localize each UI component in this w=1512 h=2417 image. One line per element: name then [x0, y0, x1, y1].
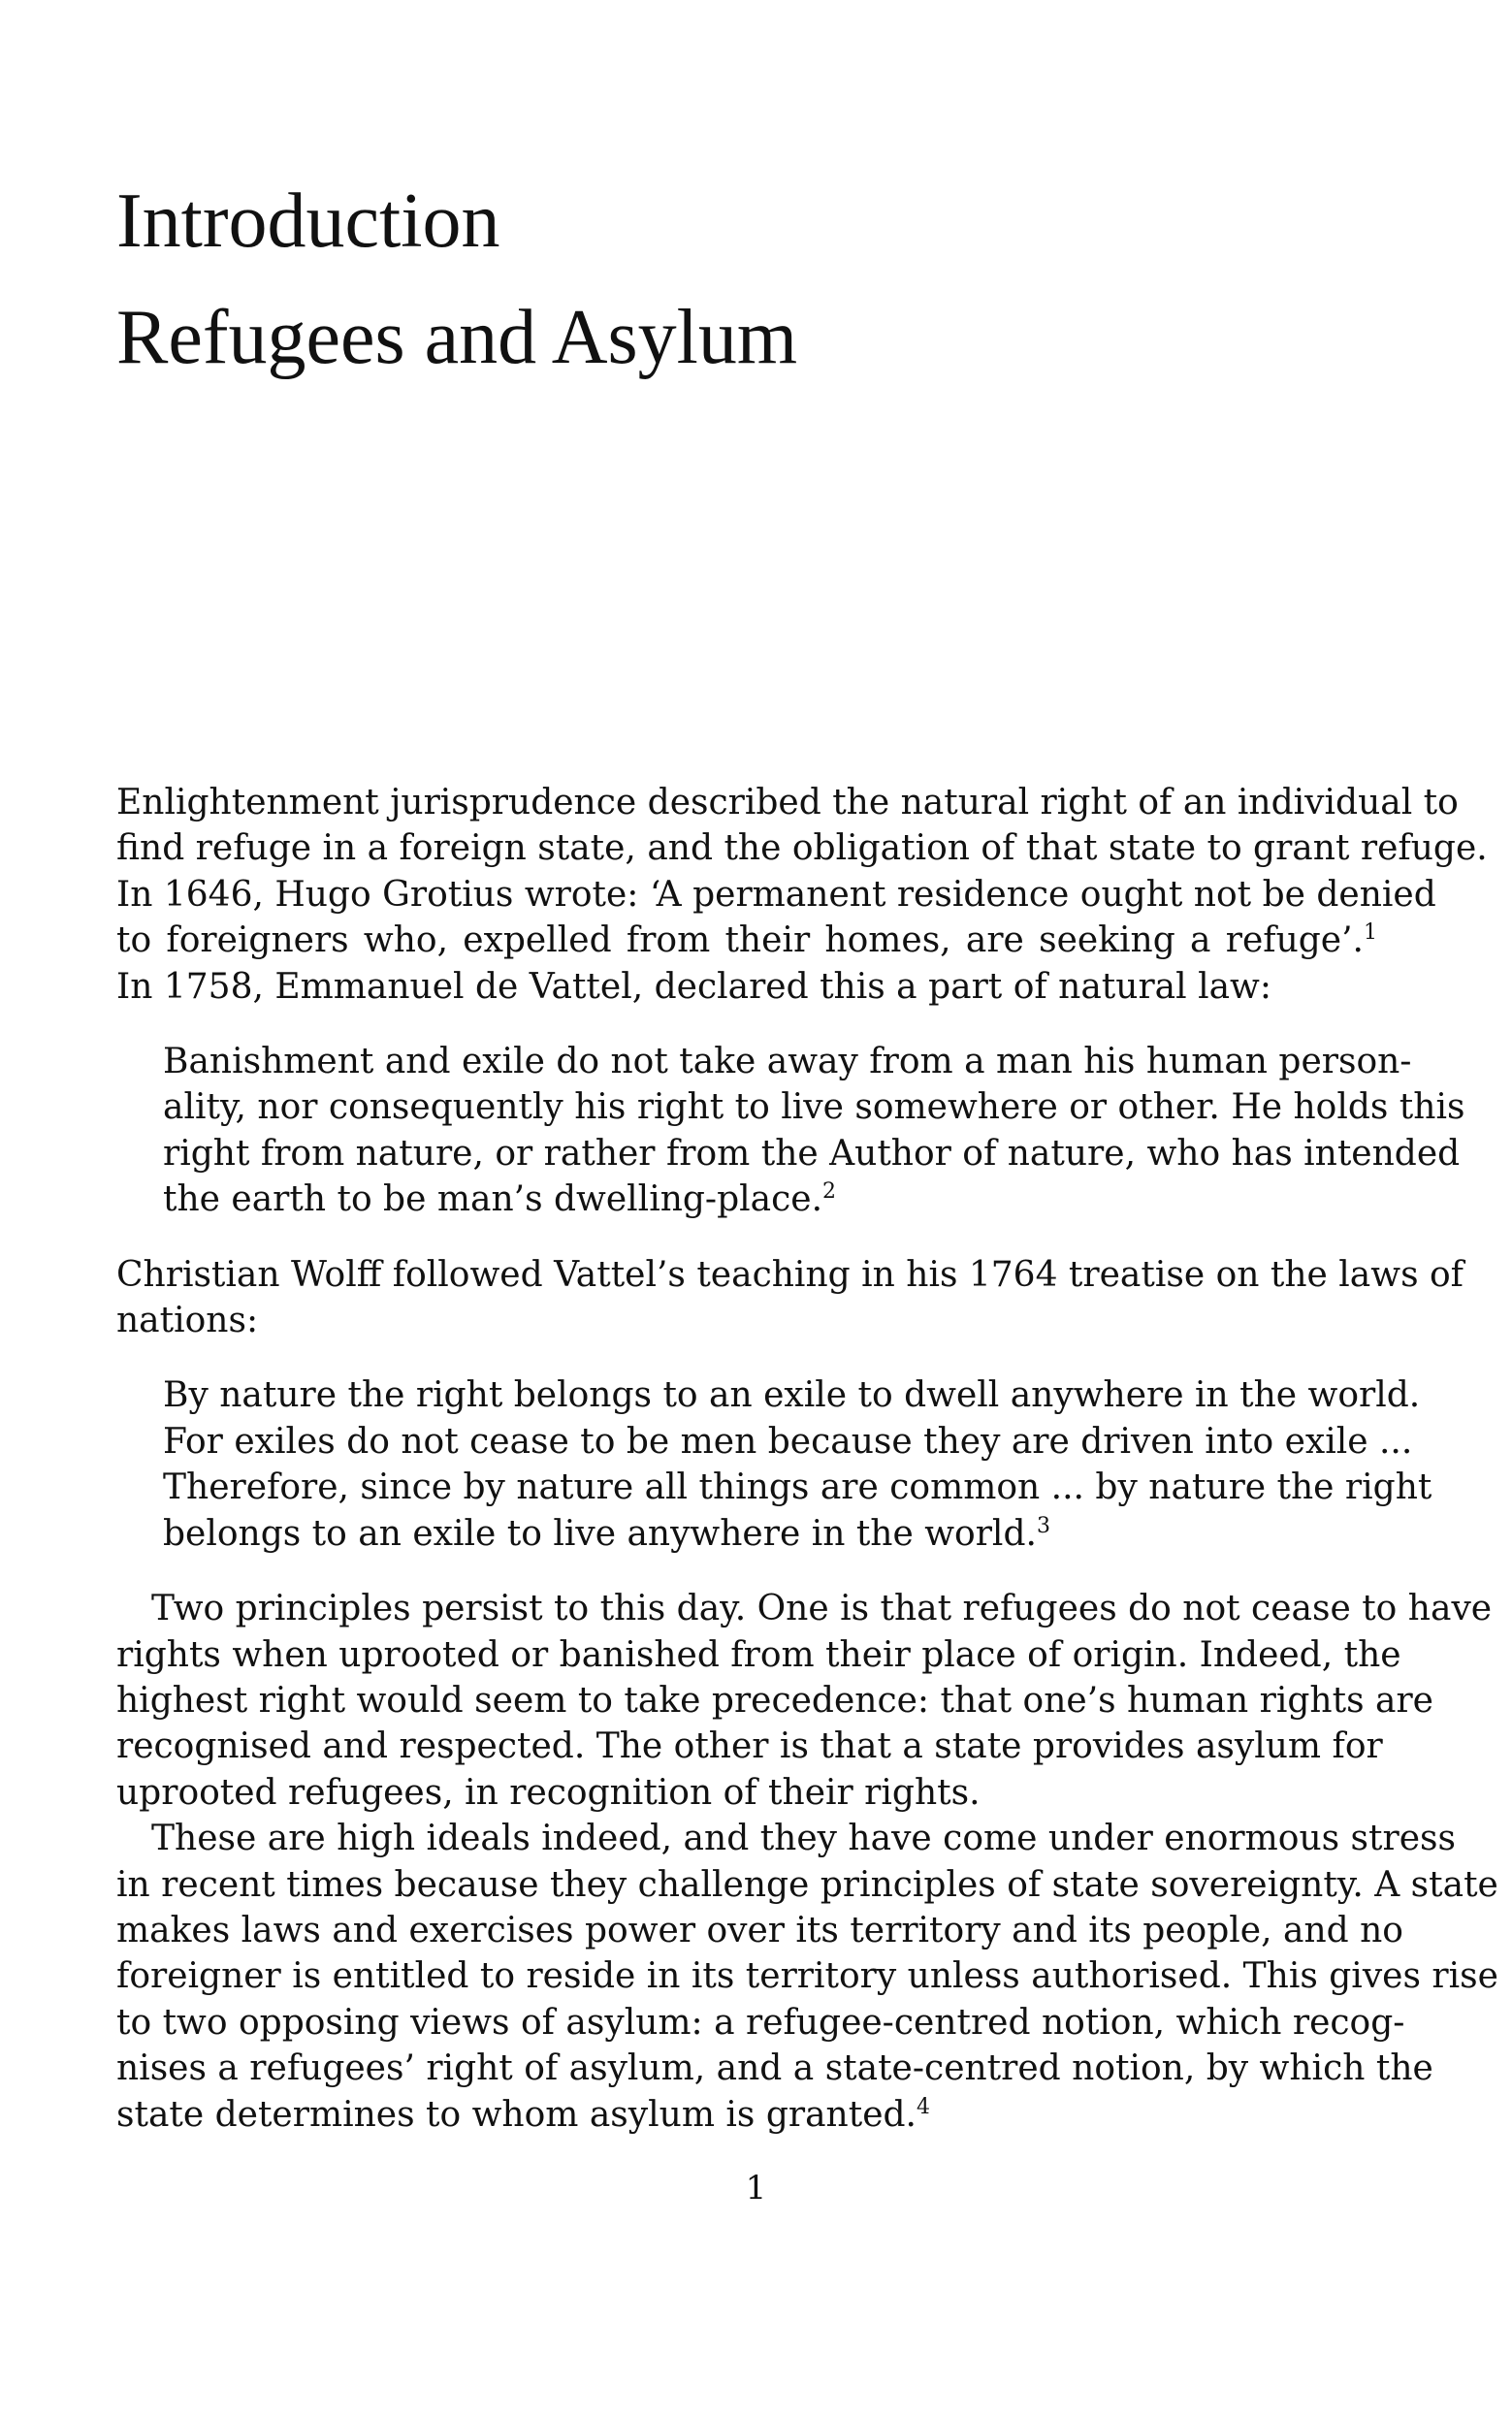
text-segment: the earth to be man’s dwelling-place.	[163, 1179, 823, 1220]
text-line	[116, 918, 1377, 963]
text-segment: state determines to whom asylum is granted.	[116, 2094, 917, 2135]
block-quote-1	[163, 1039, 1465, 1223]
paragraph-1	[116, 780, 1488, 1010]
text-line: foreigner is entitled to reside in its territory unless authorised. This gives rise	[116, 1956, 1498, 1997]
text-line: Banishment and exile do not take away from a man his human person-	[163, 1042, 1412, 1082]
text-line: right from nature, or rather from the Author of nature, who has intended	[163, 1133, 1461, 1174]
text-line: find refuge in a foreign state, and the obligation of that state to grant refuge.	[116, 828, 1488, 869]
block-quote-2	[163, 1372, 1432, 1557]
text-line: ality, nor consequently his right to live somewhere or other. He holds this	[163, 1087, 1465, 1128]
footnote-marker: 1	[1364, 920, 1377, 946]
footnote-marker: 4	[917, 2094, 930, 2119]
text-line: rights when uprooted or banished from their place of origin. Indeed, the	[116, 1634, 1401, 1675]
footnote-marker: 3	[1036, 1513, 1050, 1538]
text-line	[116, 2092, 1377, 2138]
text-line: Therefore, since by nature all things are common ... by nature the right	[163, 1467, 1432, 1508]
text-line: In 1758, Emmanuel de Vattel, declared this a part of natural law:	[116, 966, 1271, 1007]
body-text	[116, 780, 1498, 2138]
text-line: to two opposing views of asylum: a refugee-centred notion, which recog-	[116, 2002, 1405, 2043]
text-line: By nature the right belongs to an exile to dwell anywhere in the world.	[163, 1375, 1421, 1416]
text-segment: belongs to an exile to live anywhere in the world.	[163, 1513, 1037, 1554]
text-line: Enlightenment jurisprudence described the natural right of an individual to	[116, 783, 1459, 822]
text-line	[163, 1511, 1377, 1557]
text-line: Christian Wolff followed Vattel’s teaching in his 1764 treatise on the laws of	[116, 1254, 1464, 1295]
paragraph-4	[116, 1816, 1498, 2138]
text-line: These are high ideals indeed, and they have come under enormous stress	[151, 1819, 1456, 1859]
chapter-title: Refugees and Asylum	[116, 295, 798, 380]
text-line: in recent times because they challenge principles of state sovereignty. A state	[116, 1864, 1498, 1905]
text-line: For exiles do not cease to be men because they are driven into exile ...	[163, 1421, 1413, 1462]
text-line: recognised and respected. The other is that a state provides asylum for	[116, 1726, 1383, 1767]
chapter-label: Introduction	[116, 178, 500, 264]
paragraph-2	[116, 1252, 1464, 1344]
footnote-marker: 2	[822, 1179, 837, 1205]
text-line: In 1646, Hugo Grotius wrote: ‘A permanent residence ought not be denied	[116, 874, 1436, 915]
text-line: uprooted refugees, in recognition of their rights.	[116, 1772, 981, 1813]
text-line	[163, 1176, 1377, 1222]
text-line: highest right would seem to take precedence: that one’s human rights are	[116, 1680, 1433, 1721]
text-line: makes laws and exercises power over its territory and its people, and no	[116, 1910, 1403, 1950]
page-number: 1	[745, 2169, 767, 2208]
text-line: nations:	[116, 1301, 259, 1341]
text-line: Two principles persist to this day. One is that refugees do not cease to have	[151, 1589, 1493, 1629]
text-segment: to foreigners who, expelled from their homes, are seeking a refuge’.	[116, 920, 1364, 961]
text-line: nises a refugees’ right of asylum, and a state-centred notion, by which the	[116, 2048, 1433, 2089]
paragraph-3	[116, 1586, 1493, 1816]
